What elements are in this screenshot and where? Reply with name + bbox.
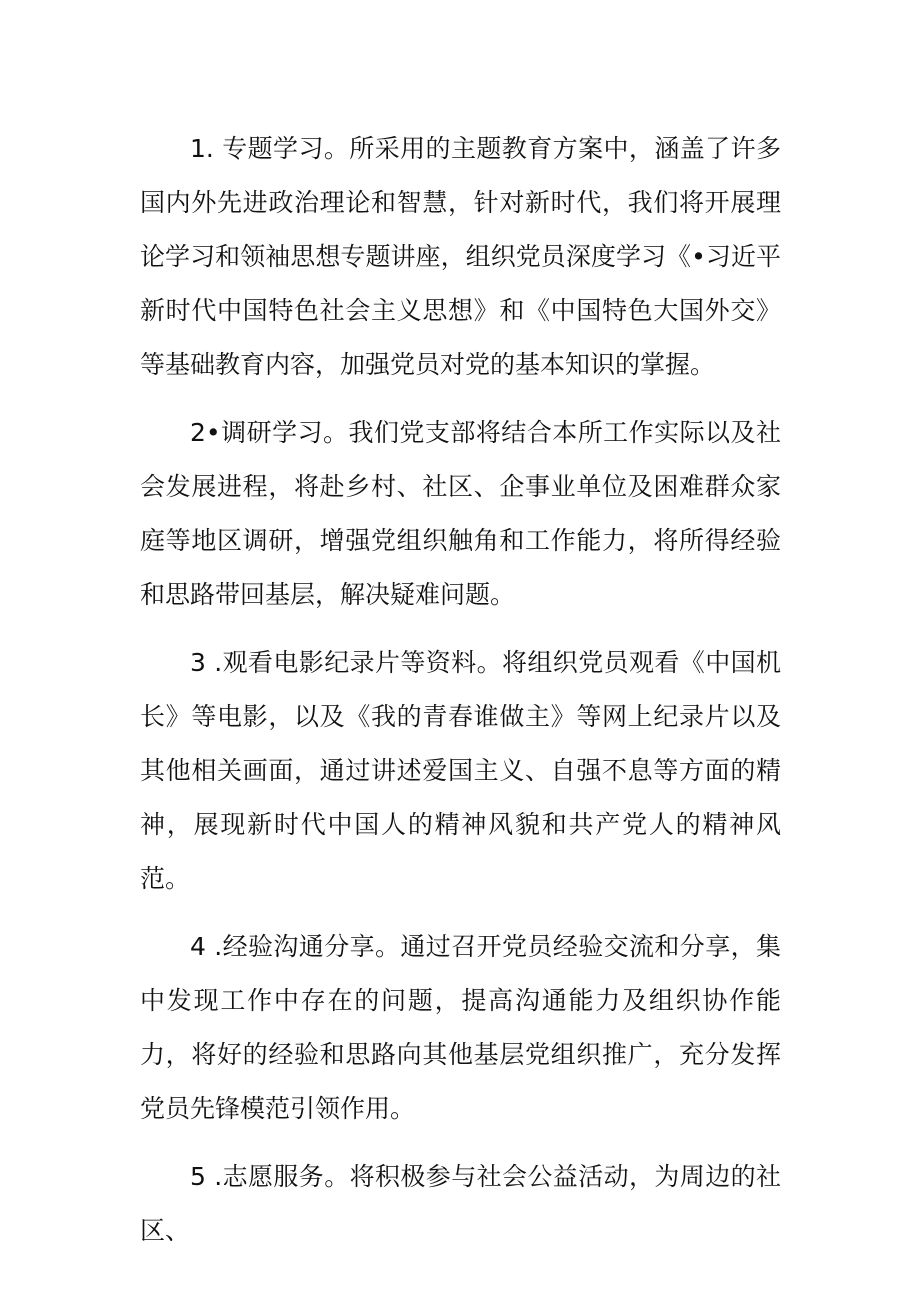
paragraph-experience-sharing: 4 .经验沟通分享。通过召开党员经验交流和分享，集中发现工作中存在的问题，提高沟通能力及组织协作能力，将好的经验和思路向其他基层党组织推广，充分发挥党员先锋模范引领作用。 (140, 932, 781, 1123)
paragraph-watch-films: 3 .观看电影纪录片等资料。将组织党员观看《中国机长》等电影，以及《我的青春谁做主》等网上纪录片以及其他相关画面，通过讲述爱国主义、自强不息等方面的精神，展现新时代中国人的精神风貌和共产党人的精神风范。 (140, 648, 781, 893)
document-body (140, 122, 781, 1272)
paragraph-volunteer-service: 5 .志愿服务。将积极参与社会公益活动，为周边的社区、 (140, 1162, 781, 1245)
paragraph-study-topics: 1. 专题学习。所采用的主题教育方案中，涵盖了许多国内外先进政治理论和智慧，针对新时代，我们将开展理论学习和领袖思想专题讲座，组织党员深度学习《•习近平新时代中国特色社会主义思想》和《中国特色大国外交》等基础教育内容，加强党员对党的基本知识的掌握。 (140, 134, 781, 379)
paragraph-research-study: 2•调研学习。我们党支部将结合本所工作实际以及社会发展进程，将赴乡村、社区、企事业单位及困难群众家庭等地区调研，增强党组织触角和工作能力，将所得经验和思路带回基层，解决疑难问题。 (140, 418, 781, 609)
